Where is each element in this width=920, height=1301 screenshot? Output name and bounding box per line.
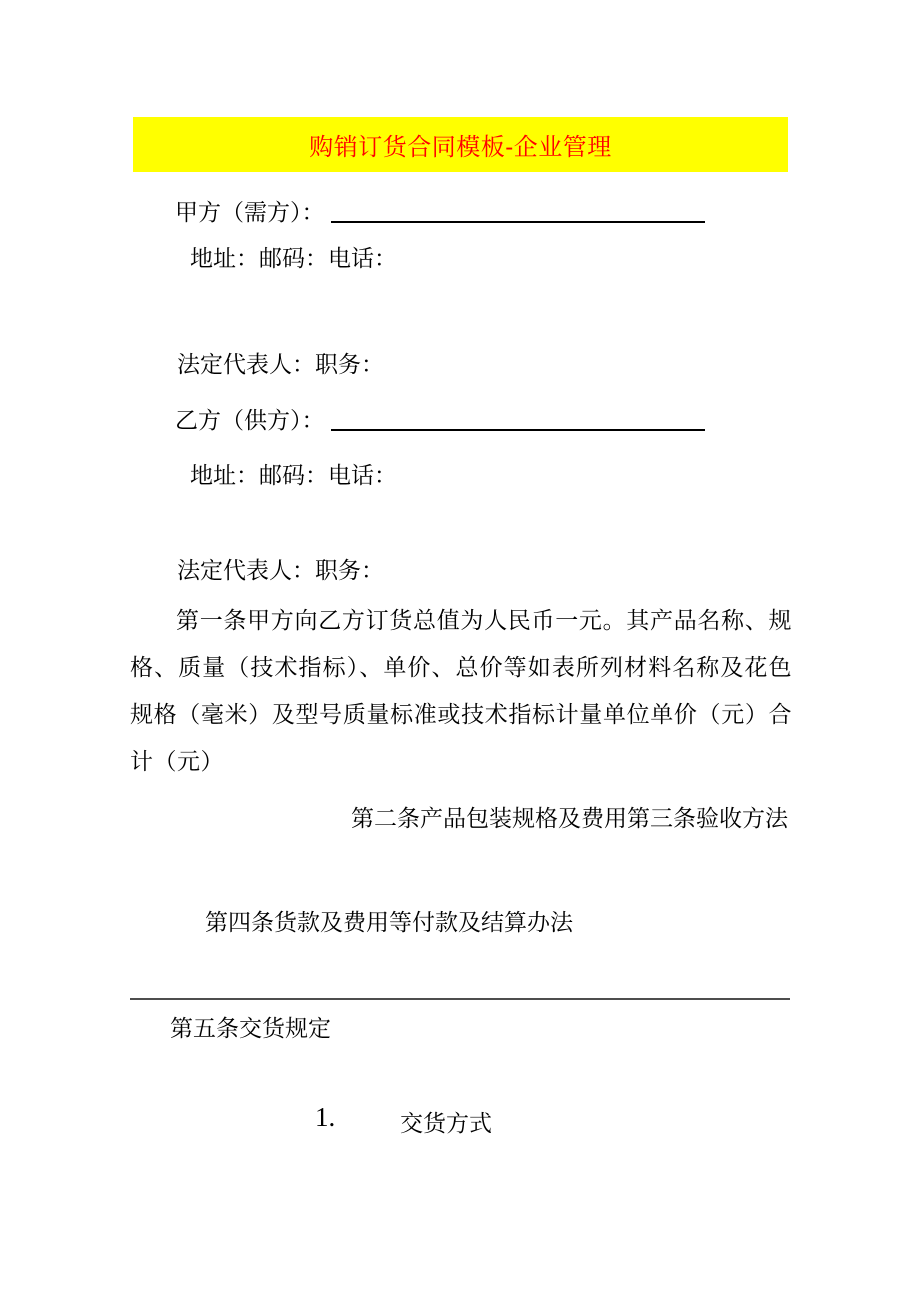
horizontal-divider <box>130 998 790 1000</box>
party-a-address-line <box>190 244 397 272</box>
clause-1-paragraph: 第一条甲方向乙方订货总值为人民币一元。其产品名称、规格、质量（技术指标）、单价、总价等如表所列材料名称及花色规格（毫米）及型号质量标准或技术指标计量单位单价（元）合计（元） <box>130 607 792 774</box>
delivery-method-list-item <box>0 1102 920 1142</box>
list-item-label: 交货方式 <box>400 1110 492 1136</box>
list-item-number: 1. <box>315 1102 336 1132</box>
clause-2-3-line: 第二条产品包装规格及费用第三条验收方法 <box>351 805 788 831</box>
document-title-highlight <box>133 117 788 172</box>
party-a-representative-label: 法定代表人：职务： <box>177 351 384 377</box>
party-a-representative-line <box>177 350 384 378</box>
party-b-representative-label: 法定代表人：职务： <box>177 557 384 583</box>
party-a-address-label: 地址：邮码：电话： <box>190 245 397 271</box>
clause-5-line: 第五条交货规定 <box>170 1015 331 1041</box>
party-b-label: 乙方（供方）： <box>175 407 325 433</box>
party-a-fill-blank[interactable] <box>331 220 705 223</box>
clause-4-line: 第四条货款及费用等付款及结算办法 <box>205 909 573 935</box>
party-a-label: 甲方（需方）： <box>175 199 325 225</box>
party-b-address-line <box>190 461 397 489</box>
party-b-representative-line <box>177 556 384 584</box>
party-b-fill-blank[interactable] <box>331 428 705 431</box>
party-b-address-label: 地址：邮码：电话： <box>190 462 397 488</box>
party-b-line <box>175 406 705 434</box>
party-a-line <box>175 198 705 226</box>
document-title: 购销订货合同模板-企业管理 <box>309 134 612 161</box>
